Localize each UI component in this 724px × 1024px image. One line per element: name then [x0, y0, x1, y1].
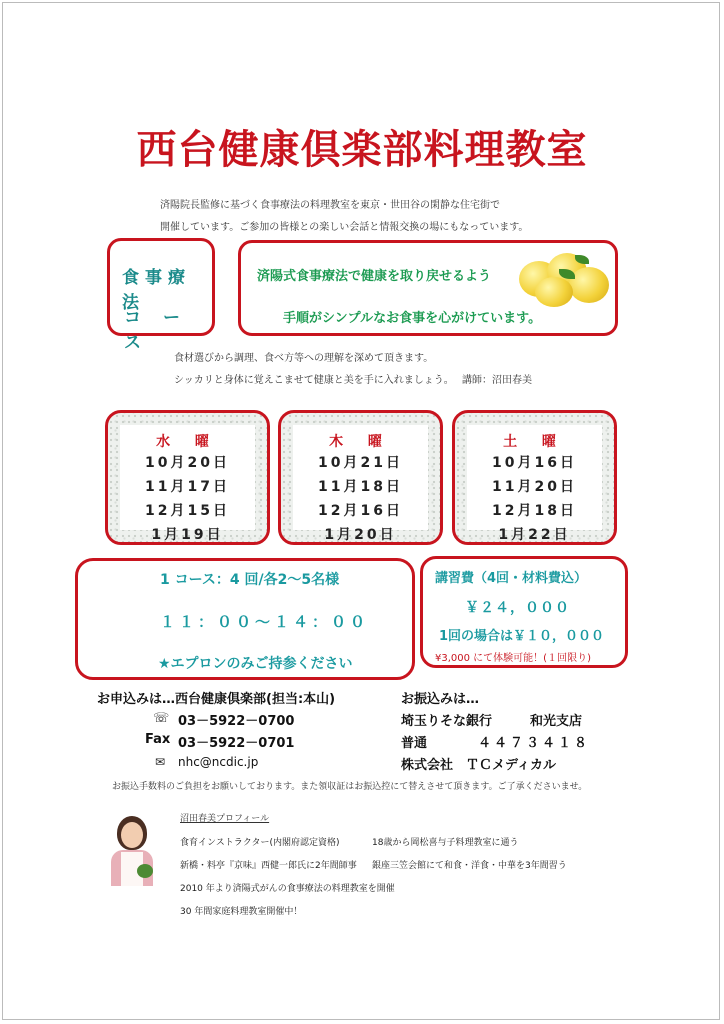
date-item: 10月21日 — [318, 455, 403, 471]
date-item: 1月19日 — [151, 527, 224, 543]
schedule-wednesday — [105, 410, 270, 545]
apply-tel: 03－5922－0700 — [178, 714, 295, 729]
lemon-image — [517, 247, 611, 309]
profile-line-1b: 18歳から岡松喜与子料理教室に通う — [372, 838, 519, 848]
transfer-account-type: 普通 — [401, 736, 428, 751]
schedule-thursday — [278, 410, 443, 545]
course-count: 1 コース：4 回/各2～5名様 — [160, 572, 340, 588]
fee-trial: ¥3,000 にて体験可能！(１回限り) — [435, 653, 591, 664]
apply-email[interactable]: nhc@ncdic.jp — [178, 755, 259, 769]
date-item: 1月20日 — [324, 527, 397, 543]
profile-line-3: 2010 年より済陽式がんの食事療法の料理教室を開催 — [180, 884, 395, 894]
day-label: 土 曜 — [503, 434, 566, 450]
envelope-icon: ✉ — [155, 755, 166, 769]
course-box — [107, 238, 215, 353]
banner-line-1: 済陽式食事療法で健康を取り戻せるよう — [257, 269, 492, 284]
date-item: 11月20日 — [492, 479, 577, 495]
apply-heading: お申込みは…西台健康倶楽部(担当:本山) — [97, 692, 336, 707]
profile-line-4: 30 年間家庭料理教室開催中！ — [180, 907, 303, 917]
fee-single: 1回の場合は￥１０，０００ — [439, 629, 605, 644]
date-item: 11月17日 — [145, 479, 230, 495]
course-label-1: 食事療法 — [122, 268, 191, 313]
apply-fax: 03－5922－0701 — [178, 736, 295, 751]
profile-line-1a: 食育インストラクター(内閣府認定資格) — [180, 838, 340, 848]
intro-line-1: 済陽院長監修に基づく食事療法の料理教室を東京・世田谷の閑静な住宅街で — [160, 200, 500, 211]
date-item: 1月22日 — [498, 527, 571, 543]
fee-amount: ￥２４，０００ — [465, 600, 570, 616]
date-item: 12月16日 — [318, 503, 403, 519]
fee-note: お振込手数料のご負担をお願いしております。また領収証はお振込控にて替えさせて頂きます。ご了承くださいませ。 — [112, 782, 588, 792]
transfer-heading: お振込みは… — [401, 692, 480, 707]
course-label-2: コース — [124, 308, 202, 353]
transfer-holder: 株式会社 ＴＣメディカル — [401, 758, 556, 773]
banner-line-2: 手順がシンプルなお食事を心がけています。 — [283, 311, 542, 326]
apron-note: ★エプロンのみご持参ください — [158, 656, 353, 672]
course-info-box — [75, 558, 415, 680]
intro-line-2: 開催しています。ご参加の皆様との楽しい会話と情報交換の場にもなっています。 — [160, 222, 529, 233]
desc-line-1: 食材選びから調理、食べ方等への理解を深めて頂きます。 — [174, 353, 434, 364]
date-item: 12月15日 — [145, 503, 230, 519]
day-label: 水 曜 — [156, 434, 219, 450]
page-title: 西台健康倶楽部料理教室 — [136, 127, 588, 173]
desc-line-2: シッカリと身体に覚えこませて健康と美を手に入れましょう。 — [174, 375, 454, 386]
transfer-branch: 和光支店 — [530, 714, 583, 729]
date-item: 12月18日 — [492, 503, 577, 519]
instructor-photo — [103, 810, 161, 886]
profile-line-2b: 銀座三笠会館にて和食・洋食・中華を3年間習う — [372, 861, 567, 871]
instructor-note: 講師：沼田春美 — [462, 375, 532, 386]
fee-heading: 講習費（4回・材料費込） — [435, 571, 588, 586]
course-time: １１：００～１４：００ — [160, 613, 370, 631]
schedule-saturday — [452, 410, 617, 545]
date-item: 10月16日 — [492, 455, 577, 471]
fee-box — [420, 556, 628, 668]
profile-heading: 沼田春美プロフィール — [180, 814, 270, 824]
transfer-bank: 埼玉りそな銀行 — [401, 714, 493, 729]
banner-box — [238, 240, 618, 336]
apply-fax-label: Fax — [145, 732, 171, 747]
day-label: 木 曜 — [329, 434, 392, 450]
phone-icon: ☏ — [153, 711, 170, 726]
transfer-account-no: ４４７３４１８ — [478, 736, 591, 751]
profile-line-2a: 新橋・料亭『京味』西健一郎氏に2年間師事 — [180, 861, 357, 871]
date-item: 11月18日 — [318, 479, 403, 495]
date-item: 10月20日 — [145, 455, 230, 471]
